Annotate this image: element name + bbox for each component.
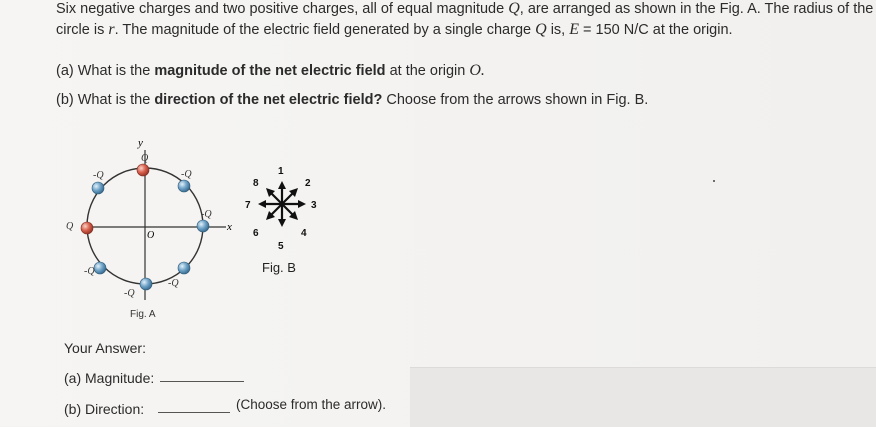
arrow-label-3: 3 (311, 200, 317, 211)
arrow-label-1: 1 (278, 166, 284, 177)
charge-right-negative (197, 220, 209, 232)
label-bottom-left: -Q (84, 266, 95, 277)
fig-a (66, 137, 232, 320)
fig-b-caption: Fig. B (262, 260, 296, 275)
magnitude-answer-blank[interactable] (160, 381, 244, 382)
axis-x-label: x (227, 221, 232, 233)
symbol-q: Q (508, 0, 520, 17)
intro-text: , are arranged as shown in the Fig. A. The radius of the (519, 1, 874, 17)
arrow-label-6: 6 (253, 228, 259, 239)
charge-top-left-negative (92, 182, 104, 194)
arrow-label-8: 8 (253, 178, 259, 189)
intro-text: . The magnitude of the electric field generated by a single charge (114, 22, 536, 38)
charge-bottom-right-negative (178, 262, 190, 274)
label-top: Q (141, 153, 149, 164)
label-left: Q (66, 221, 74, 232)
question-emphasis: magnitude of the net electric field (154, 63, 386, 79)
axis-y-label: y (138, 137, 143, 149)
direction-answer-blank[interactable] (158, 412, 230, 413)
label-top-left: -Q (93, 170, 104, 181)
label-bottom-right: -Q (168, 278, 179, 289)
arrow-8 (266, 188, 282, 204)
intro-text: is, (546, 22, 570, 38)
question-text: at the origin (385, 63, 470, 79)
arrow-label-5: 5 (278, 241, 284, 252)
fig-a-caption: Fig. A (130, 309, 156, 320)
fig-b (245, 166, 317, 275)
direction-hint: (Choose from the arrow). (236, 397, 387, 412)
intro-text: Six negative charges and two positive charges, all of equal magnitude (56, 1, 509, 17)
question-text: (a) What is the (56, 63, 155, 79)
question-text: (b) What is the (56, 92, 155, 108)
answer-heading: Your Answer: (64, 340, 146, 356)
question-text: Choose from the arrows shown in Fig. B. (382, 92, 649, 108)
direction-label: (b) Direction: (64, 401, 145, 417)
charge-bottom-left-negative (94, 262, 106, 274)
symbol-e: E (569, 21, 580, 38)
charge-left-positive (81, 222, 93, 234)
intro-text: = 150 N/C at the origin. (579, 22, 733, 38)
symbol-q: Q (535, 21, 547, 38)
arrow-label-7: 7 (245, 200, 251, 211)
arrow-label-4: 4 (301, 228, 307, 239)
magnitude-label: (a) Magnitude: (64, 370, 155, 386)
arrow-label-2: 2 (305, 178, 311, 189)
label-right: -Q (201, 209, 212, 220)
question-emphasis: direction of the net electric field? (154, 92, 383, 108)
charge-top-positive (137, 164, 149, 176)
arrow-4 (282, 204, 298, 220)
charge-top-right-negative (178, 180, 190, 192)
arrow-6 (266, 204, 282, 220)
arrow-2 (282, 188, 298, 204)
label-bottom: -Q (124, 288, 135, 299)
intro-text: circle is (56, 22, 109, 38)
stray-mark (713, 180, 715, 182)
answer-input-area[interactable] (410, 367, 876, 427)
origin-label: O (147, 230, 155, 241)
symbol-r: r (108, 21, 115, 38)
label-top-right: -Q (181, 169, 192, 180)
charge-bottom-negative (140, 278, 152, 290)
symbol-origin: O. (469, 62, 485, 79)
